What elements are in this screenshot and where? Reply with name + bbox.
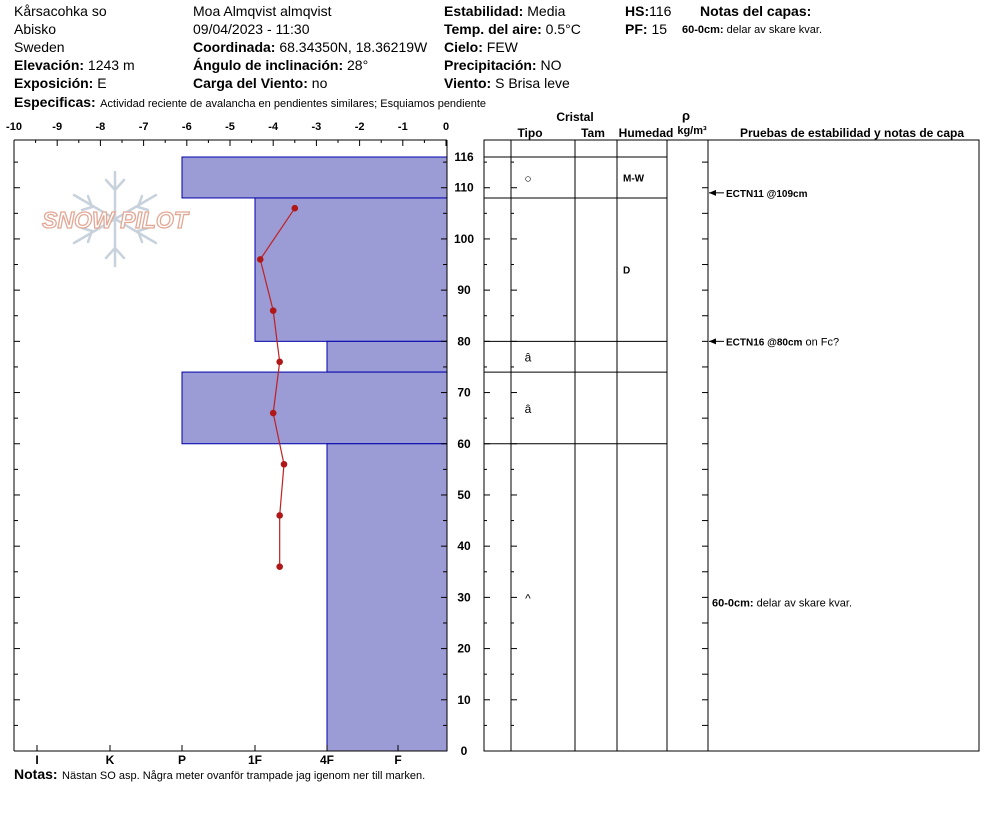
humidity-value: D [623,265,631,277]
temp-tick-label: -6 [181,121,192,133]
elevation-label: Elevación: [14,57,85,73]
sky-label: Cielo: [444,39,483,55]
hs-label: HS: [625,3,650,19]
precip-label: Precipitación: [444,57,537,73]
height-tick-label: 30 [457,590,471,605]
stability-test-label: ECTN16 @80cm [726,337,803,349]
layer-note-row [712,598,852,610]
air-temp-value: 0.5°C [545,21,581,37]
height-tick-label: 60 [457,436,471,451]
temperature-point [270,307,277,314]
height-tick-label: 80 [457,334,471,349]
header-humedad: Humedad [618,126,674,140]
crystal-symbol: ○ [524,171,532,186]
incline-label: Ángulo de inclinación: [193,57,344,73]
layer-note-depth: 60-0cm: [682,24,724,36]
elevation-value: 1243 m [87,57,135,73]
temperature-point [281,461,288,468]
hardness-tick-label: F [394,753,402,767]
height-tick-label: 100 [453,231,475,246]
temperature-point [292,205,299,212]
temp-tick-label: -10 [6,121,22,133]
stability-label: Estabilidad: [444,3,524,19]
temp-tick-label: -8 [95,121,106,133]
header-rho: ρ [681,108,691,123]
snowpilot-watermark [42,172,190,266]
hardness-layer [182,372,447,444]
hardness-layer [182,157,447,198]
specifics-label: Especificas: [14,94,96,110]
hardness-tick-label: I [35,753,39,767]
notes-label: Notas: [14,766,58,782]
temp-tick-label: -4 [268,121,279,133]
temp-tick-label: -5 [225,121,235,133]
temp-tick-label: 0 [442,121,450,133]
pf-label: PF: [625,21,648,37]
region: Abisko [14,21,57,37]
header-tests: Pruebas de estabilidad y notas de capa [739,126,965,140]
header-tipo: Tipo [517,126,543,140]
datetime: 09/04/2023 - 11:30 [193,21,310,37]
coord-value: 68.34350N, 18.36219W [279,39,428,55]
hardness-tick-label: K [105,753,115,767]
watermark-text: SNOW PILOT [42,207,188,233]
crystal-symbol: ȃ [524,350,532,365]
hardness-layer [255,198,447,341]
air-temp-label: Temp. del aire: [444,21,542,37]
hardness-tick-label: 4F [319,753,335,767]
precip-value: NO [540,57,562,73]
hs-value: 116 [649,3,672,19]
wind-load-value: no [311,75,328,91]
crystal-symbol: ^ [525,591,531,606]
height-tick-label: 90 [457,283,471,298]
test-arrowhead [709,190,716,196]
layer-note-row-text: delar av skare kvar. [756,597,853,610]
test-arrowhead [709,338,716,344]
humidity-value: M-W [623,173,645,185]
coord-label: Coordinada: [193,39,276,55]
layer-note-text: delar av skare kvar. [726,24,823,36]
layer-table [484,140,979,751]
height-tick-label: 50 [457,487,471,502]
stability-test [726,336,839,348]
temp-tick-label: -7 [138,121,149,133]
height-tick-label: 20 [457,641,471,656]
incline-value: 28° [347,57,369,73]
header-density-unit: kg/m³ [677,125,707,137]
stability-value: Media [527,3,566,19]
notes-value: Nästan SO asp. Några meter ovanför trampade jag igenom ner till marken. [62,770,426,782]
temperature-point [276,563,283,570]
hardness-layer [327,341,447,372]
temp-tick-label: -1 [397,121,408,133]
hardness-tick-label: P [177,753,187,767]
temperature-point [276,359,283,366]
specifics-value: Actividad reciente de avalancha en pendientes similares; Esquiamos pendiente [100,98,487,110]
height-tick-label: 0 [460,744,468,758]
temp-tick-label: -2 [354,121,365,133]
wind-value: S Brisa leve [495,75,570,91]
wind-label: Viento: [444,75,492,91]
header-cristal: Cristal [556,110,594,124]
layer-notes-title: Notas del capas: [700,3,812,19]
height-tick-label: 10 [457,692,471,707]
hardness-layer [327,444,447,751]
layer-note-row-depth: 60-0cm: [712,597,757,610]
wind-load-label: Carga del Viento: [193,75,308,91]
temperature-point [257,256,264,263]
aspect-value: E [97,75,107,91]
stability-test-note: on Fc? [802,336,840,349]
hardness-layers [182,157,447,751]
country: Sweden [14,39,65,55]
temperature-point [270,410,277,417]
crystal-symbol: ȃ [524,401,532,416]
stability-test-label: ECTN11 @109cm [726,188,808,200]
height-tick-label: 116 [454,150,474,164]
temperature-point [276,512,283,519]
location: Kårsacohka so [14,3,107,19]
height-tick-label: 40 [457,539,471,554]
observer: Moa Almqvist almqvist [193,3,332,19]
pf-value: 15 [651,21,668,37]
hardness-tick-label: 1F [247,753,263,767]
header-tam: Tam [581,126,605,140]
height-tick-label: 70 [457,385,471,400]
temp-tick-label: -9 [52,121,63,133]
height-tick-label: 110 [454,180,474,195]
stability-test [726,189,808,200]
sky-value: FEW [486,39,518,55]
layer-table-frame [484,140,979,751]
temp-tick-label: -3 [311,121,322,133]
aspect-label: Exposición: [14,75,94,91]
